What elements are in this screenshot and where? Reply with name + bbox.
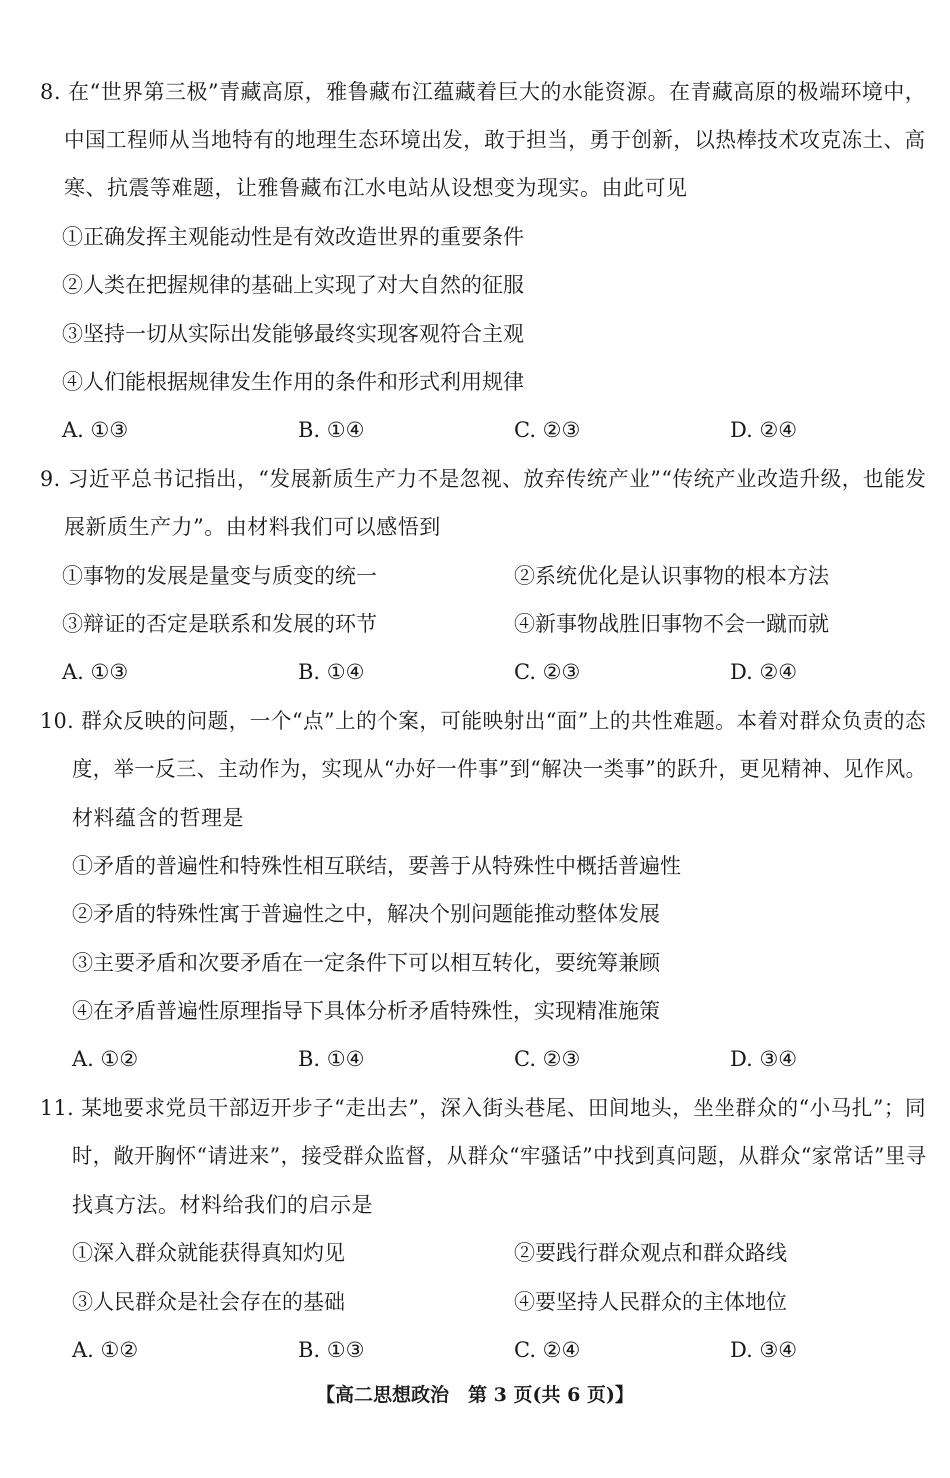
q10-statement-3: ③主要矛盾和次要矛盾在一定条件下可以相互转化，要统筹兼顾: [72, 951, 660, 975]
q8-stem-line-1: 8. 在“世界第三极”青藏高原，雅鲁藏布江蕴藏着巨大的水能资源。在青藏高原的极端环境中，: [40, 80, 927, 104]
page-footer: 【高二思想政治 第 3 页(共 6 页)】: [316, 1384, 634, 1406]
q8-choice-b: B. ①④: [298, 418, 365, 442]
q11-statement-1: ①深入群众就能获得真知灼见: [72, 1241, 345, 1265]
q8-stem-line-3: 寒、抗震等难题，让雅鲁藏布江水电站从设想变为现实。由此可见: [64, 176, 688, 200]
q10-choice-a: A. ①②: [72, 1047, 139, 1071]
q9-choice-c: C. ②③: [514, 660, 581, 684]
q8-statement-1: ①正确发挥主观能动性是有效改造世界的重要条件: [62, 225, 524, 249]
q10-statement-1: ①矛盾的普遍性和特殊性相互联结，要善于从特殊性中概括普遍性: [72, 854, 681, 878]
q10-choice-d: D. ③④: [730, 1047, 798, 1071]
q11-statement-4: ④要坚持人民群众的主体地位: [514, 1290, 787, 1314]
q11-choice-a: A. ①②: [72, 1338, 139, 1362]
q8-choice-a: A. ①③: [62, 418, 129, 442]
q9-statement-2: ②系统优化是认识事物的根本方法: [514, 564, 829, 588]
q10-statement-2: ②矛盾的特殊性寓于普遍性之中，解决个别问题能推动整体发展: [72, 902, 660, 926]
q11-choice-d: D. ③④: [730, 1338, 798, 1362]
q8-statement-3: ③坚持一切从实际出发能够最终实现客观符合主观: [62, 322, 524, 346]
q10-choice-c: C. ②③: [514, 1047, 581, 1071]
q11-choice-c: C. ②④: [514, 1338, 581, 1362]
q10-stem-line-3: 材料蕴含的哲理是: [72, 806, 244, 830]
q9-statement-1: ①事物的发展是量变与质变的统一: [62, 564, 377, 588]
q8-choice-d: D. ②④: [730, 418, 798, 442]
q10-stem-line-2: 度，举一反三、主动作为，实现从“办好一件事”到“解决一类事”的跃升，更见精神、见作风。: [72, 757, 927, 781]
q8-statement-2: ②人类在把握规律的基础上实现了对大自然的征服: [62, 273, 524, 297]
q10-stem-line-1: 10. 群众反映的问题，一个“点”上的个案，可能映射出“面”上的共性难题。本着对群众负责的态: [40, 709, 927, 733]
q9-choice-b: B. ①④: [298, 660, 365, 684]
q11-stem-line-1: 11. 某地要求党员干部迈开步子“走出去”，深入街头巷尾、田间地头，坐坐群众的“小马扎”；同: [40, 1096, 927, 1120]
q9-statement-3: ③辩证的否定是联系和发展的环节: [62, 612, 377, 636]
q11-choice-b: B. ①③: [298, 1338, 365, 1362]
q9-choice-a: A. ①③: [62, 660, 129, 684]
q11-stem-line-2: 时，敞开胸怀“请进来”，接受群众监督，从群众“牢骚话”中找到真问题，从群众“家常话”里寻: [72, 1144, 927, 1168]
q11-stem-line-3: 找真方法。材料给我们的启示是: [72, 1193, 373, 1217]
q9-stem-line-1: 9. 习近平总书记指出，“发展新质生产力不是忽视、放弃传统产业”“传统产业改造升级，也能发: [40, 467, 927, 491]
q9-stem-line-2: 展新质生产力”。由材料我们可以感悟到: [64, 515, 441, 539]
q8-statement-4: ④人们能根据规律发生作用的条件和形式利用规律: [62, 370, 524, 394]
q8-stem-line-2: 中国工程师从当地特有的地理生态环境出发，敢于担当，勇于创新，以热棒技术攻克冻土、高: [64, 128, 926, 152]
q8-choice-c: C. ②③: [514, 418, 581, 442]
q11-statement-3: ③人民群众是社会存在的基础: [72, 1290, 345, 1314]
q10-statement-4: ④在矛盾普遍性原理指导下具体分析矛盾特殊性，实现精准施策: [72, 999, 660, 1023]
q11-statement-2: ②要践行群众观点和群众路线: [514, 1241, 787, 1265]
q9-choice-d: D. ②④: [730, 660, 798, 684]
q9-statement-4: ④新事物战胜旧事物不会一蹴而就: [514, 612, 829, 636]
q10-choice-b: B. ①④: [298, 1047, 365, 1071]
